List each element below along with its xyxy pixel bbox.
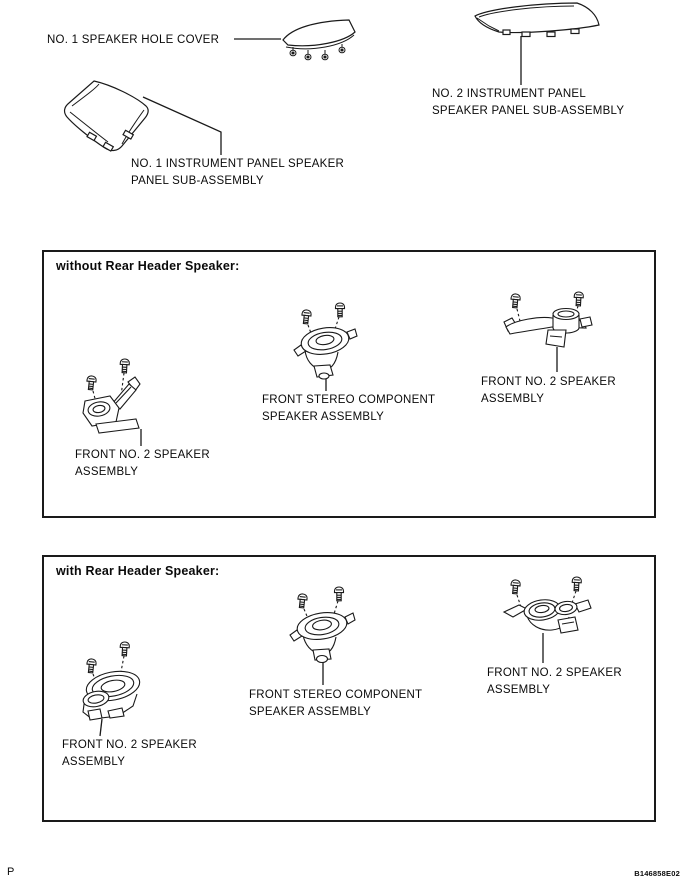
label-front-stereo-component-speaker-box2: FRONT STEREO COMPONENT SPEAKER ASSEMBLY — [249, 689, 423, 718]
section-header-with-rear-header-speaker: with Rear Header Speaker: — [56, 564, 220, 578]
speaker-hole-cover-illustration — [283, 20, 355, 60]
no2-instrument-panel-speaker-panel-illustration — [475, 3, 599, 37]
label-front-no2-speaker-left-box2: FRONT NO. 2 SPEAKER ASSEMBLY — [62, 739, 197, 768]
label-no2-instrument-panel-speaker-panel: NO. 2 INSTRUMENT PANEL SPEAKER PANEL SUB-ASSEMBLY — [432, 88, 625, 117]
label-front-no2-speaker-left-box1: FRONT NO. 2 SPEAKER ASSEMBLY — [75, 449, 210, 478]
label-front-no2-speaker-right-box2: FRONT NO. 2 SPEAKER ASSEMBLY — [487, 667, 622, 696]
section-header-without-rear-header-speaker: without Rear Header Speaker: — [56, 259, 240, 273]
footer-page-marker: P — [7, 866, 15, 878]
label-front-stereo-component-speaker-box1: FRONT STEREO COMPONENT SPEAKER ASSEMBLY — [262, 394, 436, 423]
no1-instrument-panel-speaker-panel-illustration — [65, 81, 149, 151]
label-no1-instrument-panel-speaker-panel: NO. 1 INSTRUMENT PANEL SPEAKER PANEL SUB-ASSEMBLY — [131, 158, 345, 187]
figure-code: B146858E02 — [634, 869, 680, 878]
label-no1-speaker-hole-cover: NO. 1 SPEAKER HOLE COVER — [47, 34, 220, 46]
label-front-no2-speaker-right-box1: FRONT NO. 2 SPEAKER ASSEMBLY — [481, 376, 616, 405]
